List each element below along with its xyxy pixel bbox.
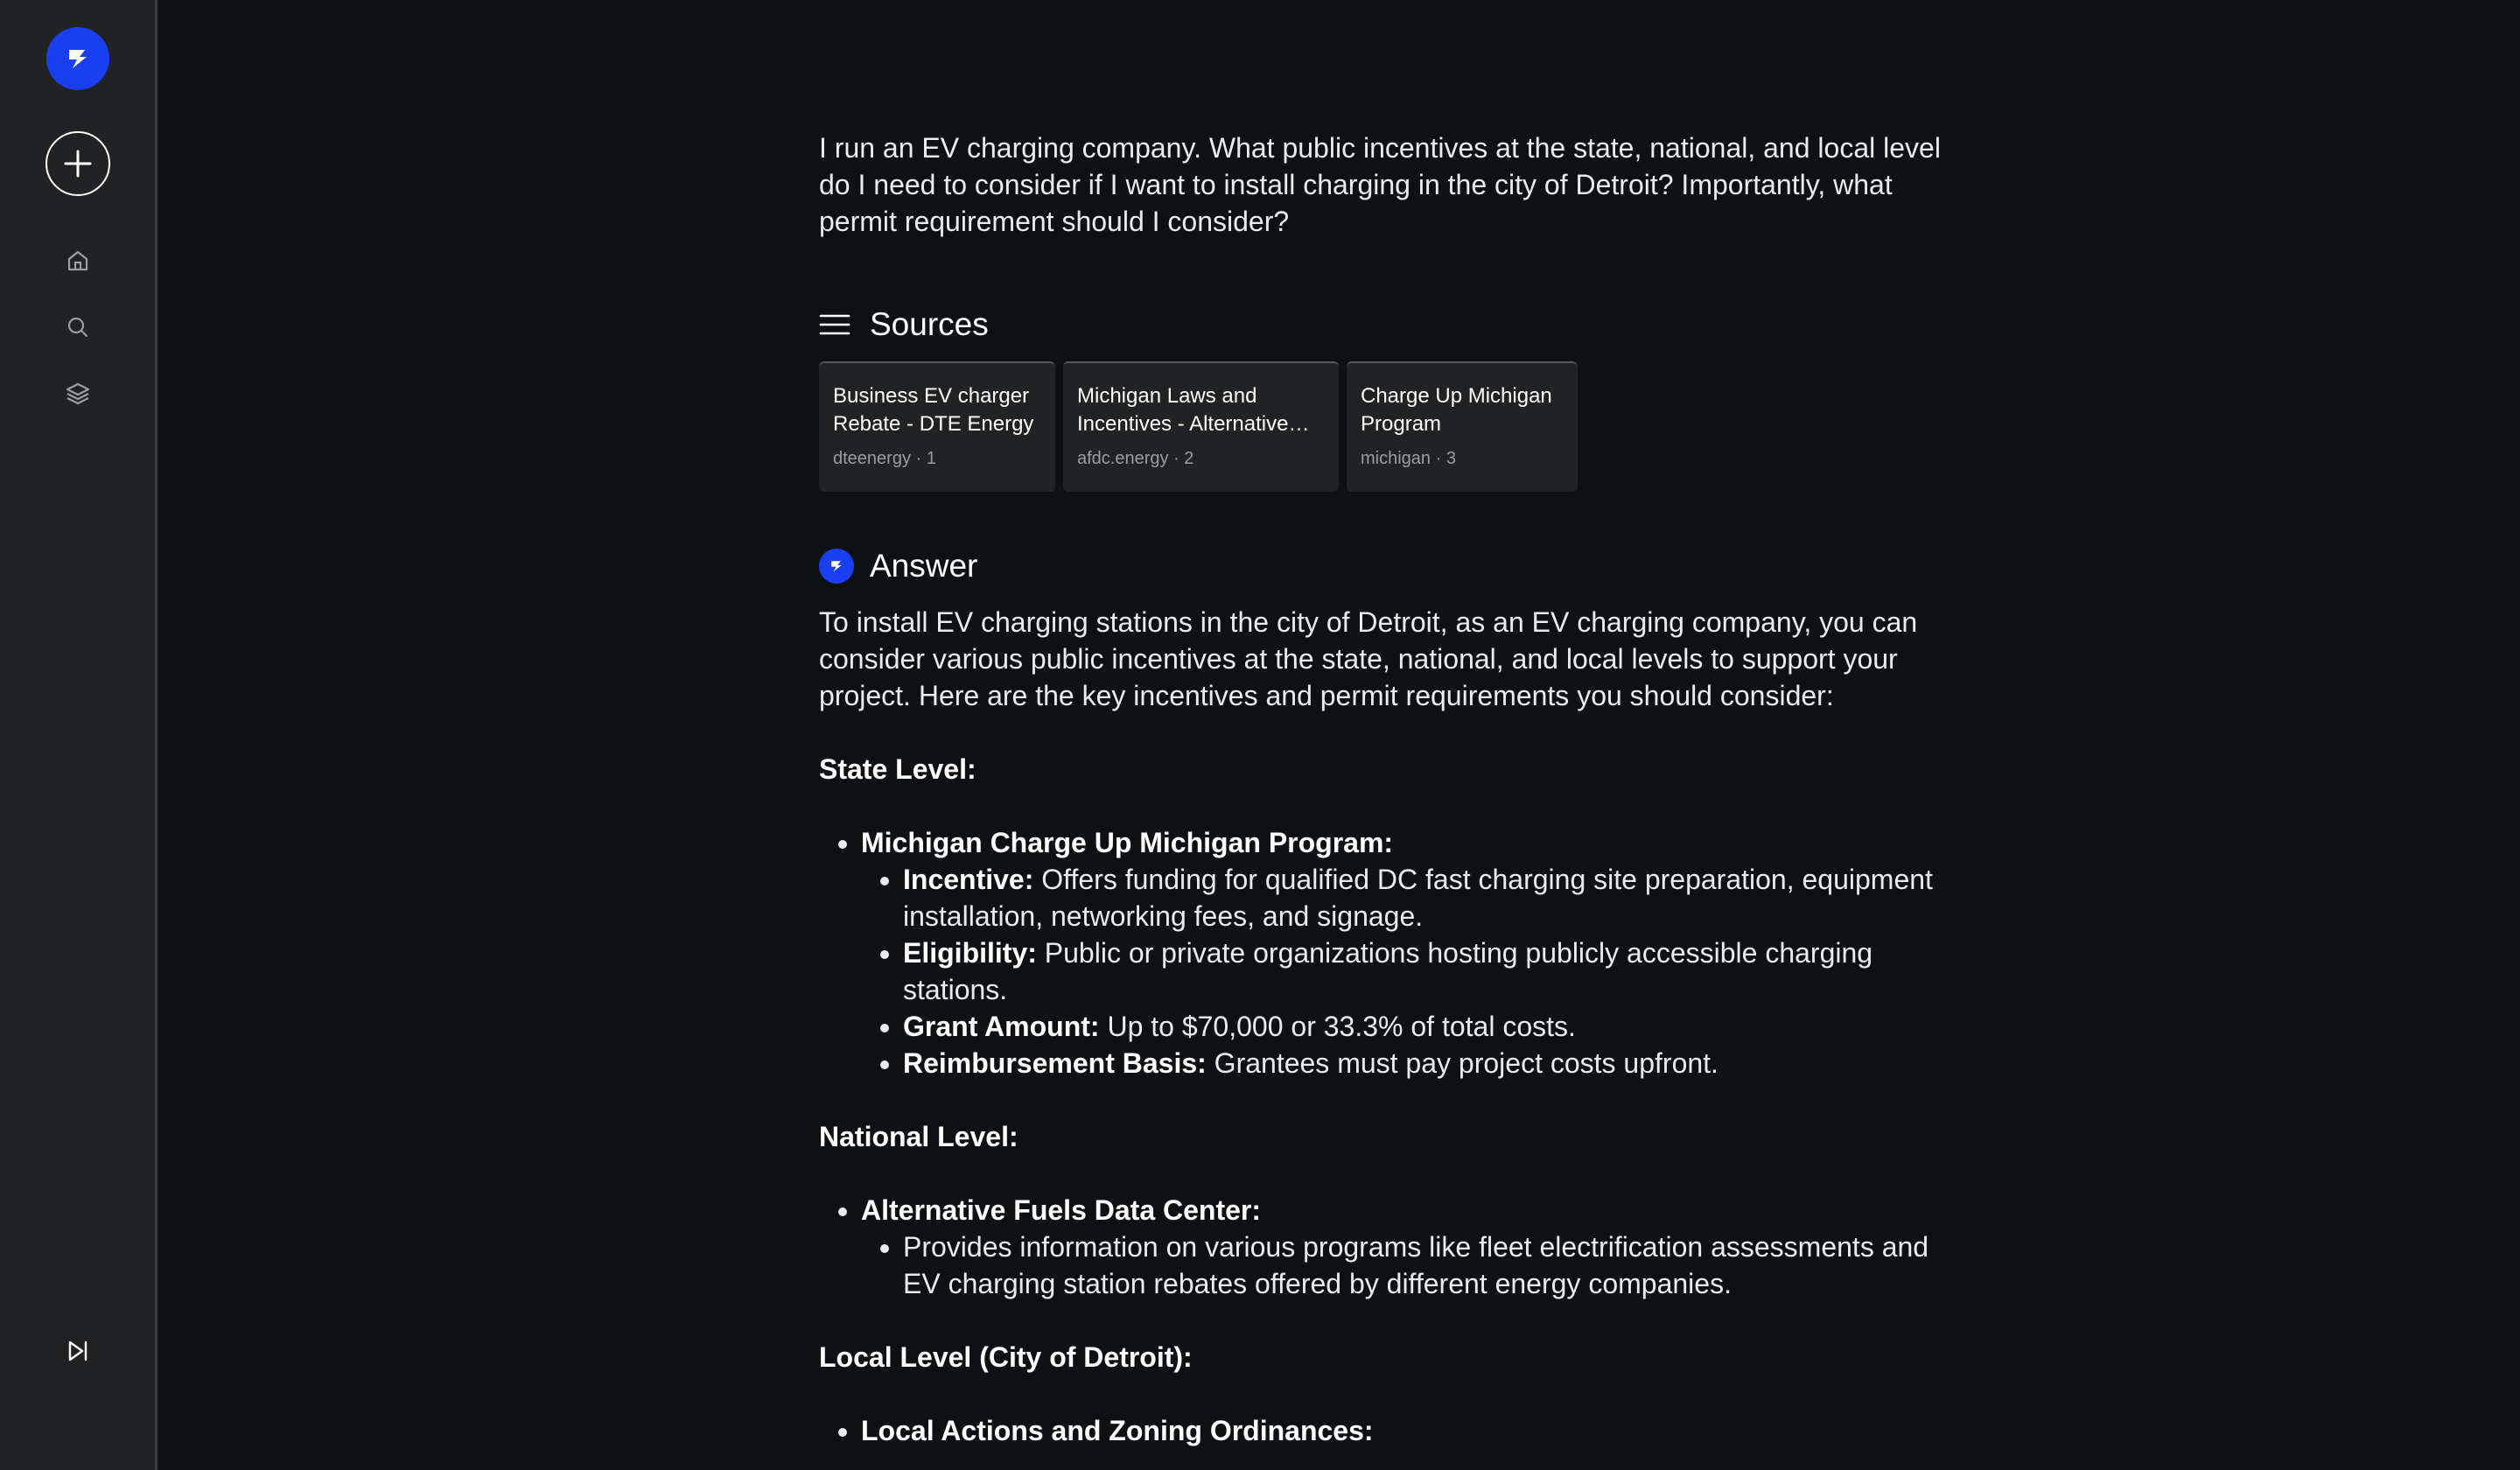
list-icon [819, 312, 850, 338]
logo-mark-icon [61, 42, 94, 75]
local-list [819, 1412, 1948, 1449]
answer-logo-icon [819, 549, 854, 584]
source-title: Charge Up Michigan Program [1361, 384, 1552, 436]
nav-home[interactable] [63, 246, 93, 276]
list-item: • Provides information on various programs like fleet electrification assessments and EV charging station rebates offered by different energy companies. [903, 1228, 1948, 1302]
app-logo[interactable] [46, 27, 109, 90]
user-question: I run an EV charging company. What public incentives at the state, national, and local level do I need to consider if I want to install charging in the city of Detroit? Importantly, what permit requirement should I consider? [819, 132, 1941, 237]
new-thread-button[interactable] [46, 131, 110, 196]
state-list [819, 824, 1948, 1082]
answer-body [819, 604, 1948, 1449]
program-name: Michigan Charge Up Michigan Program: [861, 827, 1394, 858]
skip-forward-icon [65, 1338, 91, 1364]
answer-intro: To install EV charging stations in the city of Detroit, as an EV charging company, you can consider various public incentives at the state, national, and local levels to support your project. Here are the key incentives and permit requirements you should consider: [819, 606, 1918, 711]
sources-header [819, 303, 989, 346]
state-heading: State Level: [819, 753, 976, 785]
list-item: • Reimbursement Basis: Grantees must pay project costs upfront. [903, 1045, 1948, 1082]
source-title: Michigan Laws and Incentives - Alternative… [1077, 384, 1310, 436]
sources-list [819, 361, 1578, 492]
nav-library[interactable] [63, 379, 93, 409]
sidebar [0, 0, 158, 1470]
list-item [861, 1192, 1948, 1302]
list-item: • Eligibility: Public or private organizations hosting publicly accessible charging stations. [903, 934, 1948, 1008]
source-meta: michigan · 3 [1361, 449, 1456, 468]
source-meta: dteenergy · 1 [833, 449, 936, 468]
program-name: Local Actions and Zoning Ordinances: [861, 1415, 1374, 1446]
local-heading: Local Level (City of Detroit): [819, 1341, 1193, 1373]
expand-sidebar-button[interactable] [63, 1336, 93, 1366]
answer-title: Answer [870, 548, 978, 584]
source-card[interactable] [1347, 361, 1578, 492]
plus-icon [62, 148, 94, 179]
source-meta: afdc.energy · 2 [1077, 449, 1194, 468]
list-item [861, 824, 1948, 1082]
source-card[interactable] [1063, 361, 1339, 492]
sources-title: Sources [870, 306, 989, 342]
layers-icon [65, 381, 91, 407]
national-heading: National Level: [819, 1121, 1018, 1152]
source-title: Business EV charger Rebate - DTE Energy [833, 384, 1034, 436]
search-icon [66, 315, 90, 340]
nav-search[interactable] [63, 312, 93, 342]
list-item: • Grant Amount: Up to $70,000 or 33.3% of total costs. [903, 1008, 1948, 1045]
source-card[interactable] [819, 361, 1055, 492]
list-item [861, 1412, 1948, 1449]
answer-header [819, 544, 977, 588]
list-item: • Incentive: Offers funding for qualified DC fast charging site preparation, equipment installation, networking fees, and signage. [903, 861, 1948, 934]
program-name: Alternative Fuels Data Center: [861, 1194, 1262, 1226]
national-list [819, 1192, 1948, 1302]
home-icon [66, 248, 90, 273]
